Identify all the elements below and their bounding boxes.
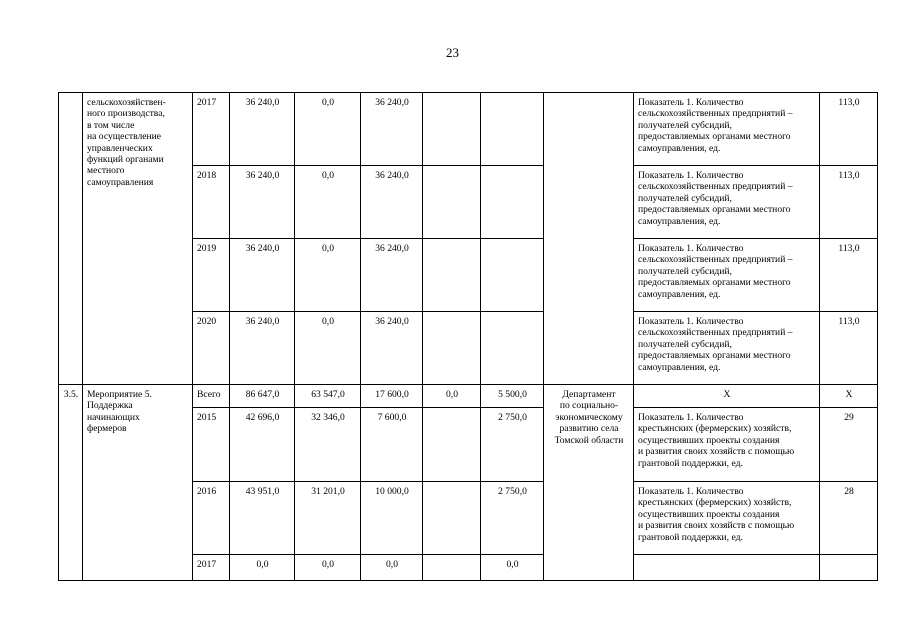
funding-cell — [423, 408, 481, 482]
year-cell: 2018 — [193, 166, 230, 239]
funding-cell — [423, 166, 481, 239]
executor-cell — [544, 93, 634, 385]
indicator-cell: Показатель 1. Количество сельскохозяйственных предприятий – получателей субсидий, предоставляемых органами местного самоуправления, ед. — [634, 239, 820, 312]
year-cell: Всего — [193, 385, 230, 408]
year-cell: 2020 — [193, 312, 230, 385]
funding-cell — [481, 312, 544, 385]
indicator-cell: X — [634, 385, 820, 408]
total-cell: 86 647,0 — [230, 385, 295, 408]
funding-cell — [481, 166, 544, 239]
indicator-value-cell — [820, 555, 878, 581]
funding-cell: 0,0 — [295, 93, 361, 166]
funding-cell: 5 500,0 — [481, 385, 544, 408]
funding-cell — [423, 482, 481, 555]
table-row — [59, 93, 878, 166]
year-cell: 2016 — [193, 482, 230, 555]
indicator-cell — [634, 555, 820, 581]
year-cell: 2017 — [193, 555, 230, 581]
indicator-cell: Показатель 1. Количество сельскохозяйственных предприятий – получателей субсидий, предоставляемых органами местного самоуправления, ед. — [634, 93, 820, 166]
indicator-value-cell: 28 — [820, 482, 878, 555]
total-cell: 42 696,0 — [230, 408, 295, 482]
funding-cell — [423, 93, 481, 166]
funding-cell: 31 201,0 — [295, 482, 361, 555]
total-cell: 36 240,0 — [230, 93, 295, 166]
year-cell: 2019 — [193, 239, 230, 312]
funding-cell — [481, 93, 544, 166]
indicator-cell: Показатель 1. Количество крестьянских (фермерских) хозяйств, осуществивших проекты создания и развития своих хозяйств с помощью грантовой поддержки, ед. — [634, 482, 820, 555]
funding-cell: 2 750,0 — [481, 482, 544, 555]
funding-cell: 0,0 — [361, 555, 423, 581]
funding-cell: 36 240,0 — [361, 166, 423, 239]
indicator-cell: Показатель 1. Количество сельскохозяйственных предприятий – получателей субсидий, предоставляемых органами местного самоуправления, ед. — [634, 166, 820, 239]
page-number: 23 — [446, 45, 459, 60]
table-row — [59, 385, 878, 408]
total-cell: 0,0 — [230, 555, 295, 581]
funding-cell: 2 750,0 — [481, 408, 544, 482]
indicator-value-cell: X — [820, 385, 878, 408]
row-number-cell — [59, 93, 83, 385]
year-cell: 2015 — [193, 408, 230, 482]
funding-cell: 32 346,0 — [295, 408, 361, 482]
funding-cell: 36 240,0 — [361, 93, 423, 166]
indicator-cell: Показатель 1. Количество сельскохозяйственных предприятий – получателей субсидий, предоставляемых органами местного самоуправления, ед. — [634, 312, 820, 385]
funding-cell — [423, 312, 481, 385]
indicator-value-cell: 29 — [820, 408, 878, 482]
indicator-value-cell: 113,0 — [820, 239, 878, 312]
executor-cell: Департамент по социально- экономическому развитию села Томской области — [544, 385, 634, 581]
funding-cell — [423, 555, 481, 581]
total-cell: 36 240,0 — [230, 166, 295, 239]
funding-cell — [481, 239, 544, 312]
indicator-value-cell: 113,0 — [820, 166, 878, 239]
indicator-cell: Показатель 1. Количество крестьянских (фермерских) хозяйств, осуществивших проекты создания и развития своих хозяйств с помощью грантовой поддержки, ед. — [634, 408, 820, 482]
activity-name-cell: Мероприятие 5. Поддержка начинающих фермеров — [83, 385, 193, 581]
funding-cell — [423, 239, 481, 312]
funding-cell: 17 600,0 — [361, 385, 423, 408]
program-table — [58, 92, 878, 581]
funding-cell: 36 240,0 — [361, 239, 423, 312]
total-cell: 36 240,0 — [230, 239, 295, 312]
funding-cell: 0,0 — [295, 239, 361, 312]
indicator-value-cell: 113,0 — [820, 93, 878, 166]
funding-cell: 0,0 — [295, 312, 361, 385]
total-cell: 43 951,0 — [230, 482, 295, 555]
funding-cell: 0,0 — [295, 166, 361, 239]
year-cell: 2017 — [193, 93, 230, 166]
funding-cell: 0,0 — [481, 555, 544, 581]
funding-cell: 63 547,0 — [295, 385, 361, 408]
funding-cell: 0,0 — [423, 385, 481, 408]
indicator-value-cell: 113,0 — [820, 312, 878, 385]
total-cell: 36 240,0 — [230, 312, 295, 385]
funding-cell: 7 600,0 — [361, 408, 423, 482]
funding-cell: 10 000,0 — [361, 482, 423, 555]
activity-name-cell: сельскохозяйствен- ного производства, в том числе на осуществление управленческих функций органами местного самоуправления — [83, 93, 193, 385]
funding-cell: 36 240,0 — [361, 312, 423, 385]
funding-cell: 0,0 — [295, 555, 361, 581]
row-number-cell: 3.5. — [59, 385, 83, 581]
